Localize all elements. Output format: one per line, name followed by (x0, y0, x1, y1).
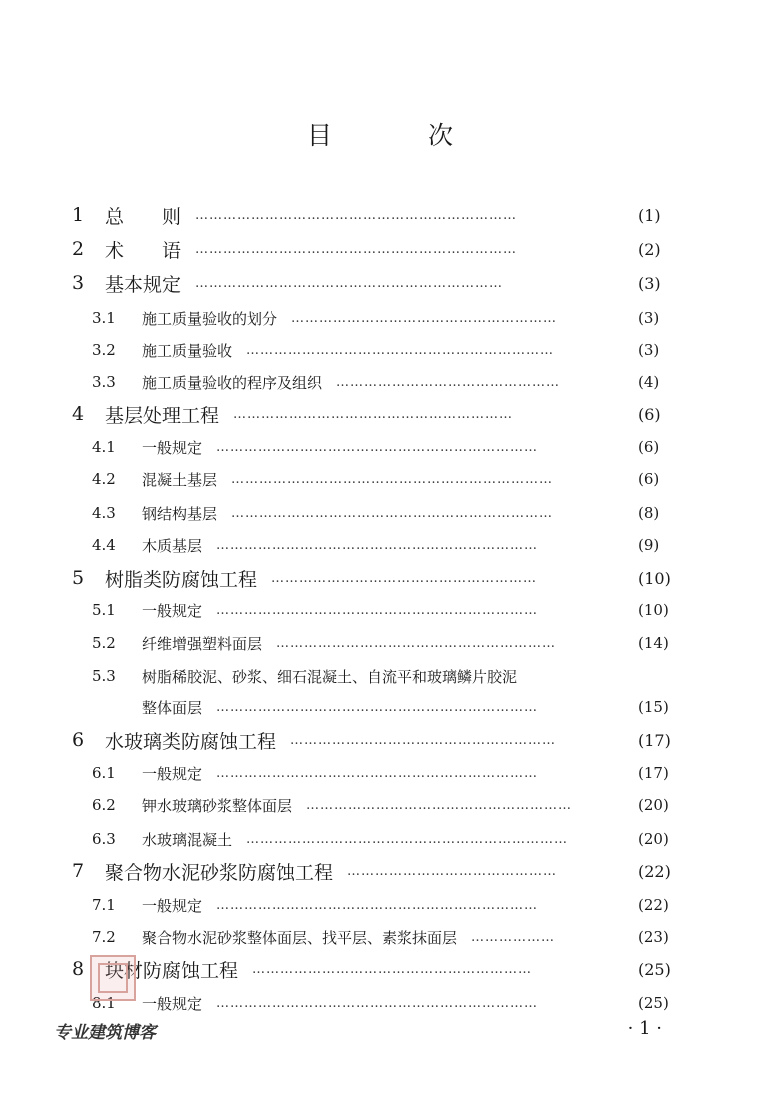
toc-section-row (72, 500, 688, 526)
toc-section-row (72, 434, 688, 460)
toc-leader-dots: ………………………………………… (336, 374, 561, 390)
toc-section-row (72, 337, 688, 363)
toc-section-row (72, 990, 688, 1016)
toc-title: 一般规定 (142, 896, 203, 915)
toc-page-ref: (8) (638, 504, 660, 522)
toc-title: 施工质量验收的划分 (142, 309, 278, 328)
toc-title: 块材防腐蚀工程 (105, 959, 239, 982)
toc-leader-dots: ……………………………………… (347, 863, 558, 879)
toc-section-row (72, 694, 688, 720)
toc-leader-dots: …………………………………………………………… (231, 471, 554, 487)
toc-number: 4.2 (92, 470, 116, 488)
page-title: 目 次 (307, 121, 497, 150)
toc-section-row (72, 792, 688, 818)
toc-title: 基本规定 (105, 273, 182, 296)
toc-title: 一般规定 (142, 994, 203, 1013)
toc-page-ref: (3) (638, 273, 661, 293)
toc-page-ref: (20) (638, 796, 669, 814)
toc-leader-dots: …………………………………………………………… (216, 699, 539, 715)
toc-page-ref: (3) (638, 309, 660, 327)
toc-number: 1 (72, 204, 85, 226)
toc-leader-dots: …………………………………………………………… (246, 831, 569, 847)
toc-page-ref: (17) (638, 730, 671, 750)
toc-page-ref: (23) (638, 928, 669, 946)
toc-leader-dots: …………………………………………………………… (216, 602, 539, 618)
toc-section-row (72, 630, 688, 656)
toc-page-ref: (6) (638, 470, 660, 488)
toc-number: 2 (72, 238, 85, 260)
toc-number: 7 (72, 860, 85, 882)
toc-page-ref: (4) (638, 373, 660, 391)
toc-leader-dots: …………………………………………………… (233, 406, 514, 422)
toc-leader-dots: ……………… (471, 929, 556, 945)
toc-section-row (72, 663, 688, 689)
toc-chapter-row (72, 236, 688, 262)
toc-page-ref: (6) (638, 438, 660, 456)
toc-section-row (72, 760, 688, 786)
toc-leader-dots: …………………………………………………………… (216, 537, 539, 553)
toc-title: 钾水玻璃砂浆整体面层 (142, 796, 293, 815)
toc-title: 施工质量验收的程序及组织 (142, 373, 323, 392)
toc-title: 水玻璃类防腐蚀工程 (105, 730, 277, 753)
toc-page-ref: (10) (638, 601, 669, 619)
toc-number: 6.3 (92, 830, 116, 848)
toc-title: 整体面层 (142, 698, 203, 717)
toc-number: 5.3 (92, 667, 116, 685)
toc-leader-dots: …………………………………………………………… (195, 241, 518, 257)
toc-leader-dots: …………………………………………………………… (216, 765, 539, 781)
toc-page-ref: (20) (638, 830, 669, 848)
toc-number: 6 (72, 729, 85, 751)
toc-chapter-row (72, 858, 688, 884)
toc-leader-dots: …………………………………………………… (252, 961, 533, 977)
toc-number: 6.2 (92, 796, 116, 814)
toc-title: 一般规定 (142, 601, 203, 620)
toc-leader-dots: …………………………………………………………… (195, 207, 518, 223)
toc-section-row (72, 369, 688, 395)
page-number: · 1 · (627, 1018, 662, 1039)
toc-number: 8.1 (92, 994, 116, 1012)
toc-title: 钢结构基层 (142, 504, 218, 523)
toc-number: 4.3 (92, 504, 116, 522)
toc-page-ref: (25) (638, 994, 669, 1012)
toc-number: 3.3 (92, 373, 116, 391)
toc-number: 7.1 (92, 896, 116, 914)
toc-leader-dots: ………………………………………………………… (195, 275, 504, 291)
toc-title: 施工质量验收 (142, 341, 233, 360)
toc-chapter-row (72, 565, 688, 591)
toc-title: 聚合物水泥砂浆整体面层、找平层、素浆抹面层 (142, 928, 458, 947)
toc-leader-dots: …………………………………………………………… (216, 439, 539, 455)
toc-section-row (72, 597, 688, 623)
toc-title: 一般规定 (142, 764, 203, 783)
toc-leader-dots: ………………………………………………… (306, 797, 573, 813)
toc-section-row (72, 305, 688, 331)
toc-number: 3.1 (92, 309, 116, 327)
toc-number: 5.1 (92, 601, 116, 619)
toc-page-ref: (1) (638, 205, 661, 225)
toc-title: 一般规定 (142, 438, 203, 457)
toc-number: 4.1 (92, 438, 116, 456)
seal-stamp (90, 955, 136, 1001)
toc-leader-dots: ………………………………………………… (290, 732, 557, 748)
toc-page-ref: (22) (638, 861, 671, 881)
toc-leader-dots: …………………………………………………………… (216, 995, 539, 1011)
toc-page-ref: (25) (638, 959, 671, 979)
toc-section-row (72, 826, 688, 852)
toc-page-ref: (3) (638, 341, 660, 359)
toc-number: 6.1 (92, 764, 116, 782)
toc-page-ref: (9) (638, 536, 660, 554)
toc-chapter-row (72, 956, 688, 982)
toc-number: 7.2 (92, 928, 116, 946)
toc-chapter-row (72, 727, 688, 753)
toc-number: 4.4 (92, 536, 116, 554)
toc-leader-dots: …………………………………………………… (276, 635, 557, 651)
toc-number: 3.2 (92, 341, 116, 359)
toc-leader-dots: …………………………………………………………… (216, 897, 539, 913)
toc-page-ref: (22) (638, 896, 669, 914)
toc-page-ref: (6) (638, 404, 661, 424)
toc-page-ref: (2) (638, 239, 661, 259)
toc-chapter-row (72, 202, 688, 228)
toc-leader-dots: ………………………………………………………… (246, 342, 555, 358)
toc-leader-dots: …………………………………………………………… (231, 505, 554, 521)
toc-page-ref: (15) (638, 698, 669, 716)
toc-page-ref: (17) (638, 764, 669, 782)
toc-leader-dots: ………………………………………………… (271, 570, 538, 586)
toc-number: 5 (72, 567, 85, 589)
toc-section-row (72, 532, 688, 558)
toc-title: 木质基层 (142, 536, 203, 555)
toc-title: 聚合物水泥砂浆防腐蚀工程 (105, 861, 334, 884)
toc-section-row (72, 924, 688, 950)
toc-title: 总则 (105, 205, 220, 228)
toc-section-row (72, 466, 688, 492)
toc-chapter-row (72, 401, 688, 427)
toc-leader-dots: ………………………………………………… (291, 310, 558, 326)
watermark-text: 专业建筑博客 (54, 1023, 156, 1043)
toc-page-ref: (14) (638, 634, 669, 652)
toc-number: 8 (72, 958, 85, 980)
toc-title: 水玻璃混凝土 (142, 830, 233, 849)
toc-title: 纤维增强塑料面层 (142, 634, 263, 653)
toc-page-ref: (10) (638, 568, 671, 588)
toc-number: 5.2 (92, 634, 116, 652)
toc-title: 术语 (105, 239, 220, 262)
toc-title: 混凝土基层 (142, 470, 218, 489)
toc-title: 树脂稀胶泥、砂浆、细石混凝土、自流平和玻璃鳞片胶泥 (142, 667, 518, 686)
toc-title: 树脂类防腐蚀工程 (105, 568, 258, 591)
toc-number: 4 (72, 403, 85, 425)
toc-number: 3 (72, 272, 85, 294)
toc-title: 基层处理工程 (105, 404, 220, 427)
toc-chapter-row (72, 270, 688, 296)
toc-section-row (72, 892, 688, 918)
